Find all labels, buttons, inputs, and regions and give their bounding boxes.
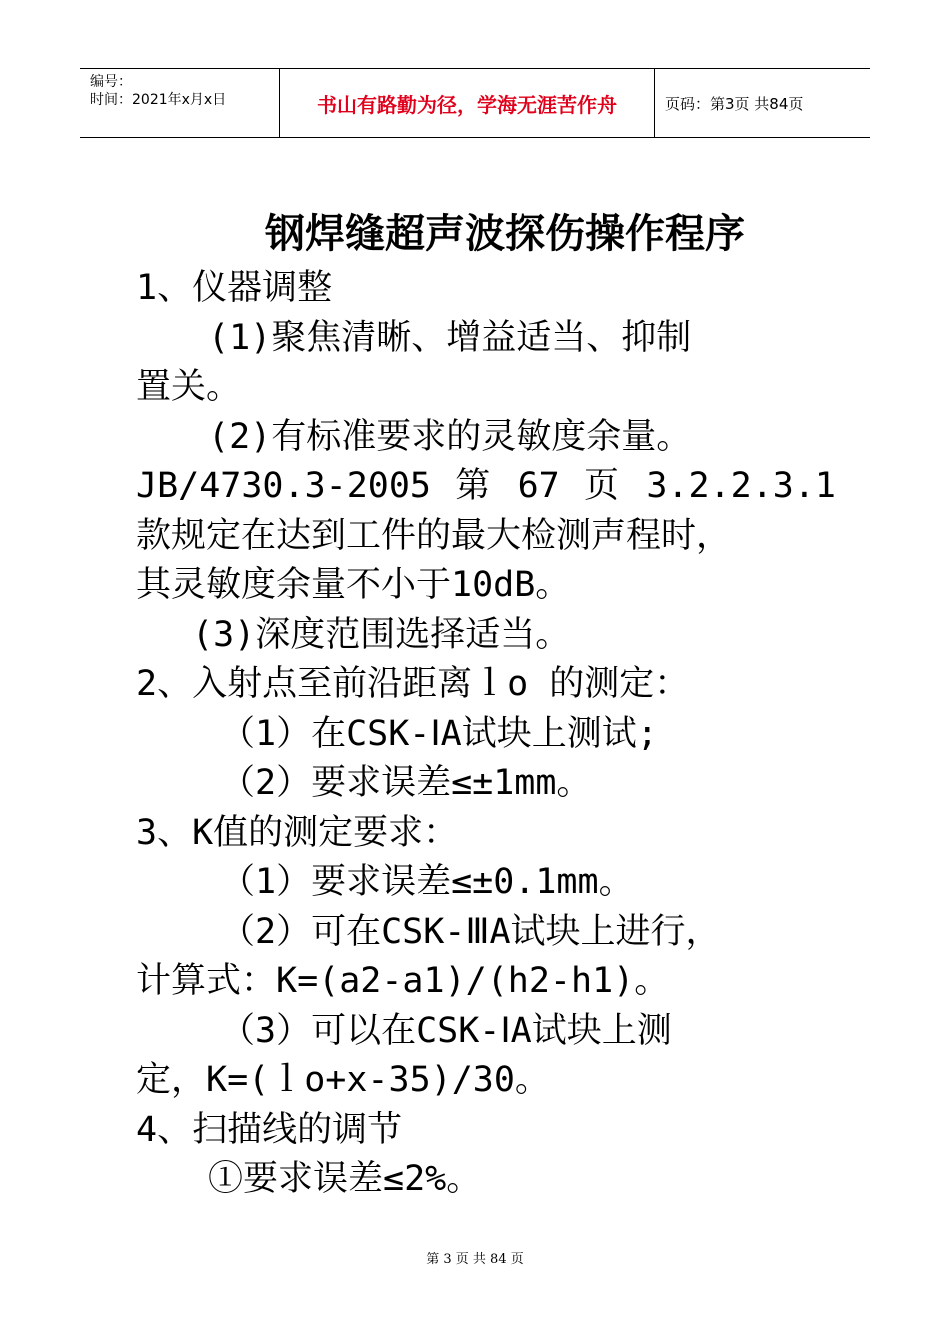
paragraph-line: 计算式：K=(a2-a1)/(h2-h1)。	[136, 961, 670, 1001]
list-item: ①要求误差≤2%。	[208, 1159, 482, 1199]
document-body	[136, 264, 836, 1205]
paragraph-line: 置关。	[136, 367, 242, 407]
section-heading: 2、入射点至前沿距离ｌo 的测定：	[136, 664, 690, 704]
paragraph-line: 款规定在达到工件的最大检测声程时，	[136, 515, 732, 556]
paragraph-line: (1)聚焦清晰、增益适当、抑制	[208, 317, 692, 358]
paragraph-line: (2)有标准要求的灵敏度余量。	[208, 416, 692, 457]
list-item: （2）可在CSK-ⅢA试块上进行，	[220, 911, 721, 952]
document-title: 钢焊缝超声波探伤操作程序	[265, 211, 745, 257]
header-page-info: 页码：第3页 共84页	[665, 94, 804, 113]
section-heading: 4、扫描线的调节	[136, 1109, 403, 1150]
section-heading: 3、K值的测定要求：	[136, 812, 459, 853]
list-item: （2）要求误差≤±1mm。	[220, 763, 592, 803]
number-label: 编号：	[90, 74, 132, 90]
section-heading: 1、仪器调整	[136, 268, 333, 308]
paragraph-line: 定，K=(ｌo+x-35)/30。	[136, 1060, 550, 1100]
list-item: （3）可以在CSK-ⅠA试块上测	[220, 1010, 672, 1051]
list-item: （1）在CSK-ⅠA试块上测试;	[220, 713, 658, 754]
list-item: （1）要求误差≤±0.1mm。	[220, 862, 634, 902]
page-header	[80, 68, 870, 138]
time-label: 时间：2021年x月x日	[90, 92, 227, 108]
paragraph-line: 其灵敏度余量不小于10dB。	[136, 565, 571, 605]
header-motto: 书山有路勤为径，学海无涯苦作舟	[280, 69, 655, 137]
page-footer: 第 3 页 共 84 页	[426, 1252, 524, 1267]
paragraph-line: JB/4730.3-2005 第 67 页 3.2.2.3.1	[136, 466, 836, 506]
paragraph-line: (3)深度范围选择适当。	[192, 614, 571, 655]
header-meta	[80, 69, 280, 137]
